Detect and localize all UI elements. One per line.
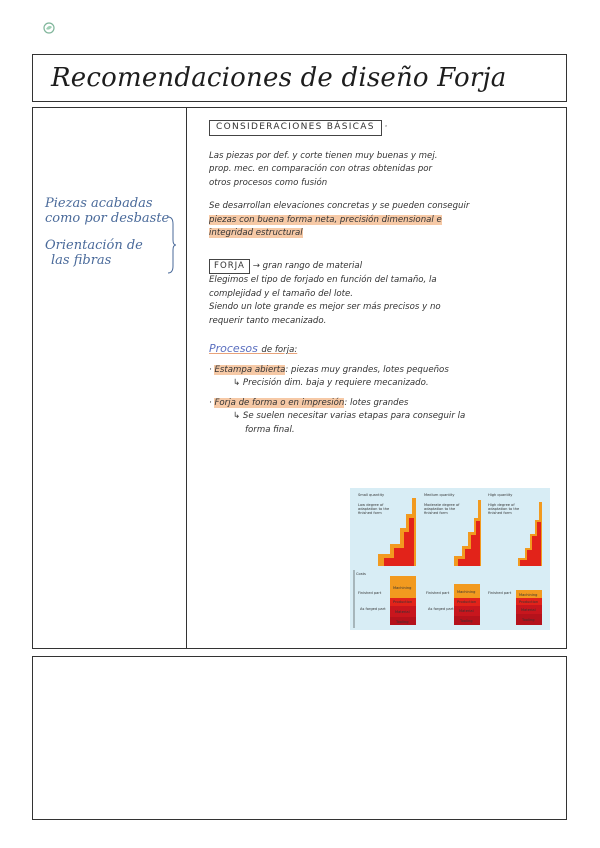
bar-label: Production: [393, 600, 413, 604]
bullet-sub: ↳ Se suelen necesitar varias etapas para conseguir la: [233, 411, 466, 421]
bar-label: Material: [395, 610, 410, 614]
panel-desc: High degree of: [488, 503, 515, 507]
text-line: Las piezas por def. y corte tienen muy buenas y mej.: [209, 150, 438, 161]
as-forged-label: As forged part: [428, 607, 454, 611]
brace-icon: [167, 216, 177, 274]
highlight-estampa: Estampa abierta: [214, 364, 286, 375]
text-line: Elegimos el tipo de forjado en función del tamaño, la: [209, 275, 437, 285]
procesos-sub: de forja:: [261, 345, 298, 355]
panel-desc: Moderate degree of: [424, 503, 460, 507]
bar-label: Material: [521, 608, 536, 612]
title-box: [32, 54, 567, 102]
bar-label: Tooling: [460, 619, 473, 623]
panel-title: Small quantity: [358, 493, 385, 497]
panel-desc: finished form: [488, 511, 512, 515]
highlight-forma-neta: piezas con buena forma neta, precisión dimensional e: [209, 214, 442, 225]
panel-desc: adaptation to the: [358, 507, 390, 511]
forja-section: [209, 259, 557, 329]
finished-part-label: Finished part: [358, 591, 382, 595]
leaf-logo-icon: [43, 22, 55, 34]
page-title: Recomendaciones de diseño Forja: [51, 63, 507, 93]
bar-label: Machining: [519, 593, 538, 597]
cue-orientacion: Orientación de: [45, 238, 143, 253]
bullet-sub: forma final.: [245, 424, 295, 435]
forja-text: → gran rango de material: [252, 260, 363, 271]
forging-diagram: [350, 488, 550, 630]
finished-part-label: Finished part: [426, 591, 450, 595]
text-line: requerir tanto mecanizado.: [209, 315, 327, 326]
panel-desc: Low degree of: [358, 503, 384, 507]
notes-column: [209, 120, 557, 437]
procesos-heading: [209, 342, 557, 358]
panel-desc: finished form: [424, 511, 448, 515]
panel-title: Medium quantity: [424, 493, 455, 497]
bullet-text: : piezas muy grandes, lotes pequeños: [285, 364, 449, 375]
text-line: prop. mec. en comparación con otras obtenidas por: [209, 164, 433, 174]
forging-cost-figure: [350, 488, 550, 630]
panel-title: High quantity: [488, 493, 513, 497]
bar-label: Material: [459, 609, 474, 613]
summary-box: [32, 656, 567, 820]
cue-fibras: las fibras: [51, 253, 112, 268]
panel-desc: finished form: [358, 511, 382, 515]
bullet-forja-forma: · Forja de forma o en impresión: lotes grandes ↳ Se suelen necesitar varias etapas para conseguir la forma final.: [209, 397, 557, 438]
heading-dot: ·: [384, 122, 388, 132]
procesos-title: Procesos: [209, 342, 258, 355]
bar-label: Production: [457, 600, 477, 604]
bar-label: Machining: [457, 590, 476, 594]
forja-tag: FORJA: [209, 259, 250, 275]
finished-part-shape: [384, 518, 414, 566]
bar-label: Production: [519, 600, 539, 604]
bullet-sub: ↳ Precisión dim. baja y requiere mecanizado.: [233, 378, 429, 388]
highlight-integridad: integridad estructural: [209, 228, 303, 238]
panel-desc: adaptation to the: [488, 507, 520, 511]
bar-label: Machining: [393, 586, 412, 590]
para-propiedades: [209, 150, 557, 191]
cue-desbaste: como por desbaste: [45, 211, 170, 226]
bar-label: Tooling: [522, 618, 535, 622]
heading-consideraciones: CONSIDERACIONES BÁSICAS: [209, 120, 382, 136]
cue-piezas: Piezas acabadas: [45, 196, 153, 211]
panel-desc: adaptation to the: [424, 507, 456, 511]
cue-column-divider: [186, 108, 187, 648]
text-line: otros procesos como fusión: [209, 177, 328, 188]
text-line: complejidad y el tamaño del lote.: [209, 288, 353, 299]
text-line: Siendo un lote grande es mejor ser más precisos y no: [209, 302, 441, 312]
bullet-text: : lotes grandes: [344, 397, 409, 408]
finished-part-label: Finished part: [488, 591, 512, 595]
as-forged-label: As forged part: [360, 607, 386, 611]
text-line: Se desarrollan elevaciones concretas y se pueden conseguir: [209, 201, 470, 211]
para-elevaciones: [209, 200, 557, 241]
highlight-forja-forma: Forja de forma o en impresión: [214, 397, 345, 408]
bar-label: Tooling: [396, 620, 409, 624]
bullet-estampa-abierta: · Estampa abierta: piezas muy grandes, lotes pequeños ↳ Precisión dim. baja y requiere mecanizado.: [209, 364, 557, 391]
costs-label: Costs: [356, 572, 366, 576]
